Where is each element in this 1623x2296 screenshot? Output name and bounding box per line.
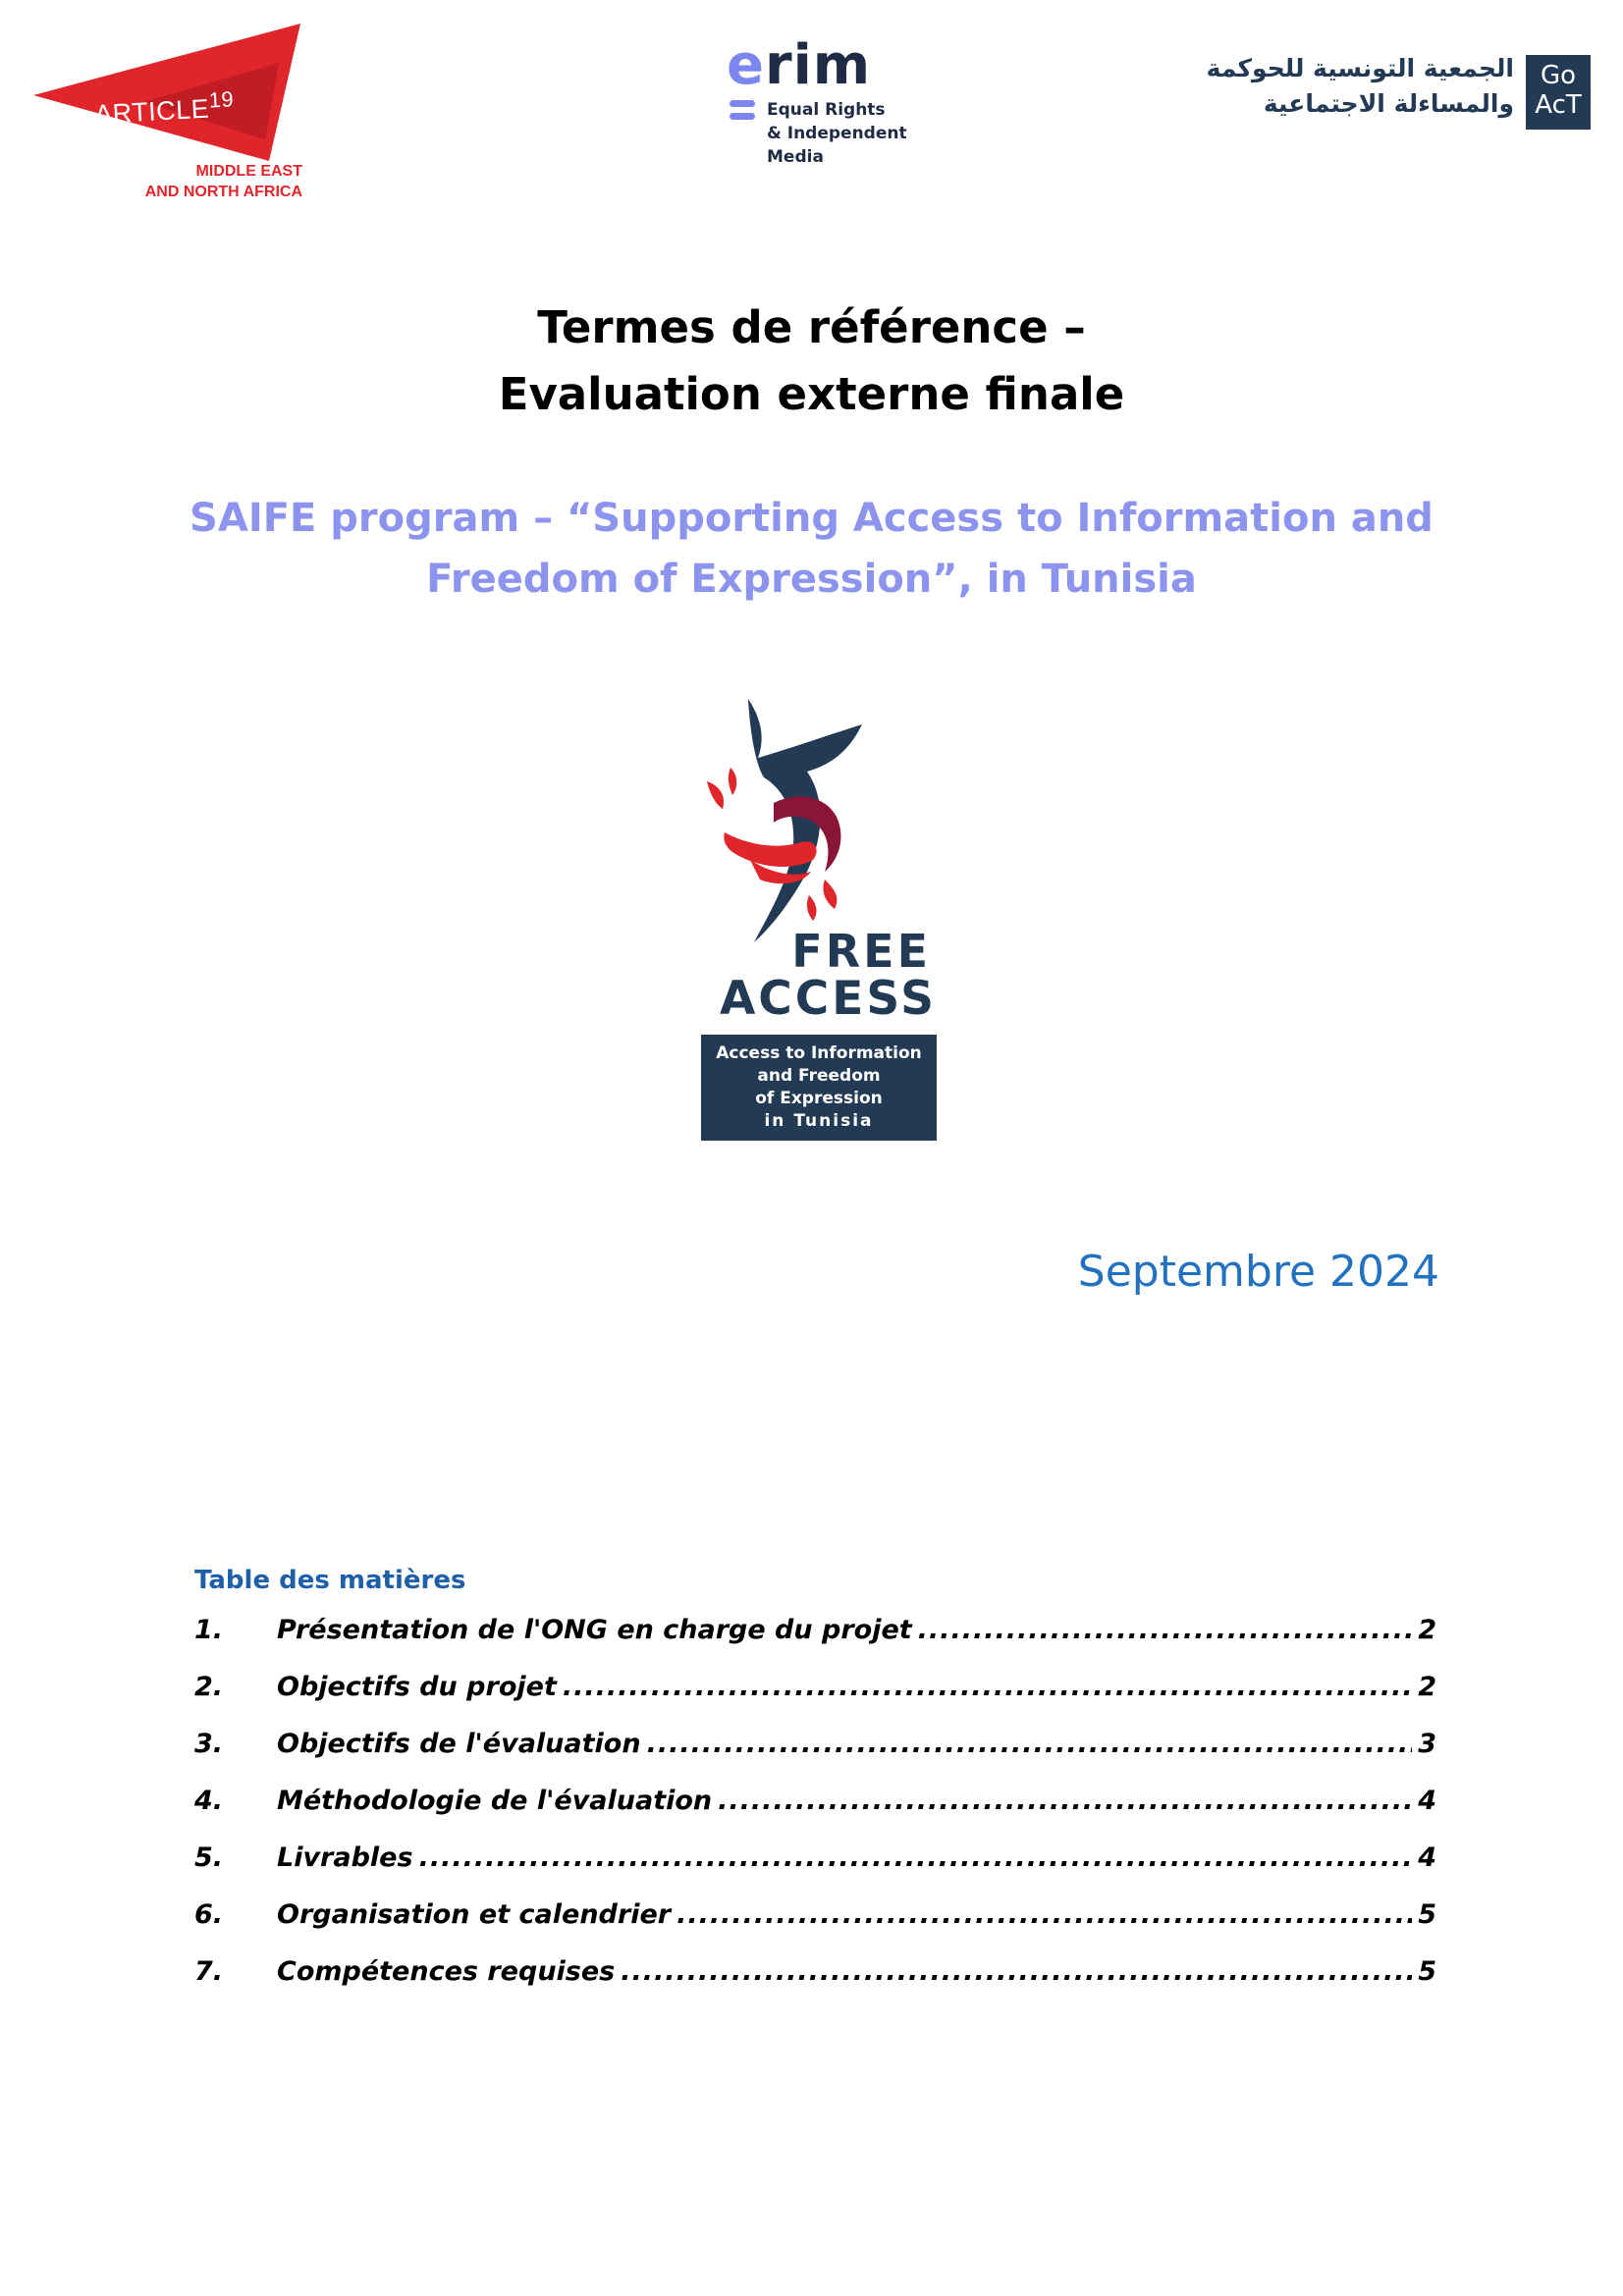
toc-leader-dots <box>621 1956 1412 1987</box>
toc-entry-page: 3 <box>1418 1729 1436 1759</box>
toc-list <box>194 1615 1436 2013</box>
toc-entry[interactable] <box>194 1899 1436 1956</box>
erim-logo <box>723 33 929 171</box>
toc-entry-number: 1. <box>194 1615 224 1645</box>
article19-logo <box>33 24 318 205</box>
toc-entry[interactable] <box>194 1729 1436 1786</box>
toc-entry-number: 3. <box>194 1729 224 1759</box>
toc-leader-dots <box>676 1899 1412 1930</box>
toc-entry[interactable] <box>194 1672 1436 1729</box>
toc-entry-page: 4 <box>1418 1842 1436 1873</box>
toc-entry[interactable] <box>194 1615 1436 1672</box>
article19-region: MIDDLE EAST AND NORTH AFRICA <box>144 163 302 200</box>
toc-leader-dots <box>918 1615 1413 1645</box>
erim-tagline: Equal Rights & Independent Media <box>767 100 907 167</box>
goact-box-mark: Go AcT <box>1526 55 1591 130</box>
goact-logo <box>1178 51 1591 133</box>
free-access-word-free: FREE <box>791 925 931 978</box>
free-access-word-access: ACCESS <box>719 972 937 1026</box>
toc-entry[interactable] <box>194 1956 1436 2013</box>
program-subtitle: SAIFE program – “Supporting Access to Information and Freedom of Expression”, in Tunisia <box>189 496 1434 602</box>
toc-entry-number: 7. <box>194 1956 224 1987</box>
toc-entry-title: Présentation de l'ONG en charge du projet <box>277 1615 912 1645</box>
document-title: Termes de référence – Evaluation externe finale <box>498 301 1125 420</box>
toc-leader-dots <box>419 1842 1413 1873</box>
toc-entry[interactable] <box>194 1842 1436 1899</box>
calligraphy-mark-icon <box>677 687 943 944</box>
toc-entry-number: 5. <box>194 1842 224 1873</box>
toc-entry-number: 4. <box>194 1786 224 1816</box>
toc-heading: Table des matières <box>194 1566 466 1595</box>
toc-entry-title: Livrables <box>277 1842 413 1873</box>
document-date: Septembre 2024 <box>1077 1247 1439 1297</box>
toc-entry-title: Objectifs du projet <box>277 1672 557 1702</box>
toc-entry-number: 6. <box>194 1899 224 1930</box>
free-access-logo <box>677 687 943 1148</box>
toc-leader-dots <box>718 1786 1412 1816</box>
toc-entry-page: 4 <box>1418 1786 1436 1816</box>
article19-wordmark: ARTICLE$^{19}$ <box>93 86 235 130</box>
free-access-tagline-box: Access to Information and Freedom of Expression in Tunisia <box>701 1035 937 1141</box>
toc-entry-title: Compétences requises <box>277 1956 616 1987</box>
toc-entry-number: 2. <box>194 1672 224 1702</box>
toc-entry-page: 2 <box>1418 1672 1436 1702</box>
toc-leader-dots <box>647 1729 1413 1759</box>
toc-entry-page: 2 <box>1418 1615 1436 1645</box>
toc-entry-title: Organisation et calendrier <box>277 1899 672 1930</box>
erim-wordmark: erim <box>727 33 872 97</box>
toc-entry-title: Méthodologie de l'évaluation <box>277 1786 713 1816</box>
toc-entry-page: 5 <box>1418 1899 1436 1930</box>
erim-bars-icon <box>730 100 755 126</box>
toc-entry-page: 5 <box>1418 1956 1436 1987</box>
goact-arabic-name: الجمعية التونسية للحوكمة والمساءلة الاجتماعية <box>1206 54 1514 118</box>
toc-entry[interactable] <box>194 1786 1436 1842</box>
toc-entry-title: Objectifs de l'évaluation <box>277 1729 641 1759</box>
toc-leader-dots <box>563 1672 1412 1702</box>
